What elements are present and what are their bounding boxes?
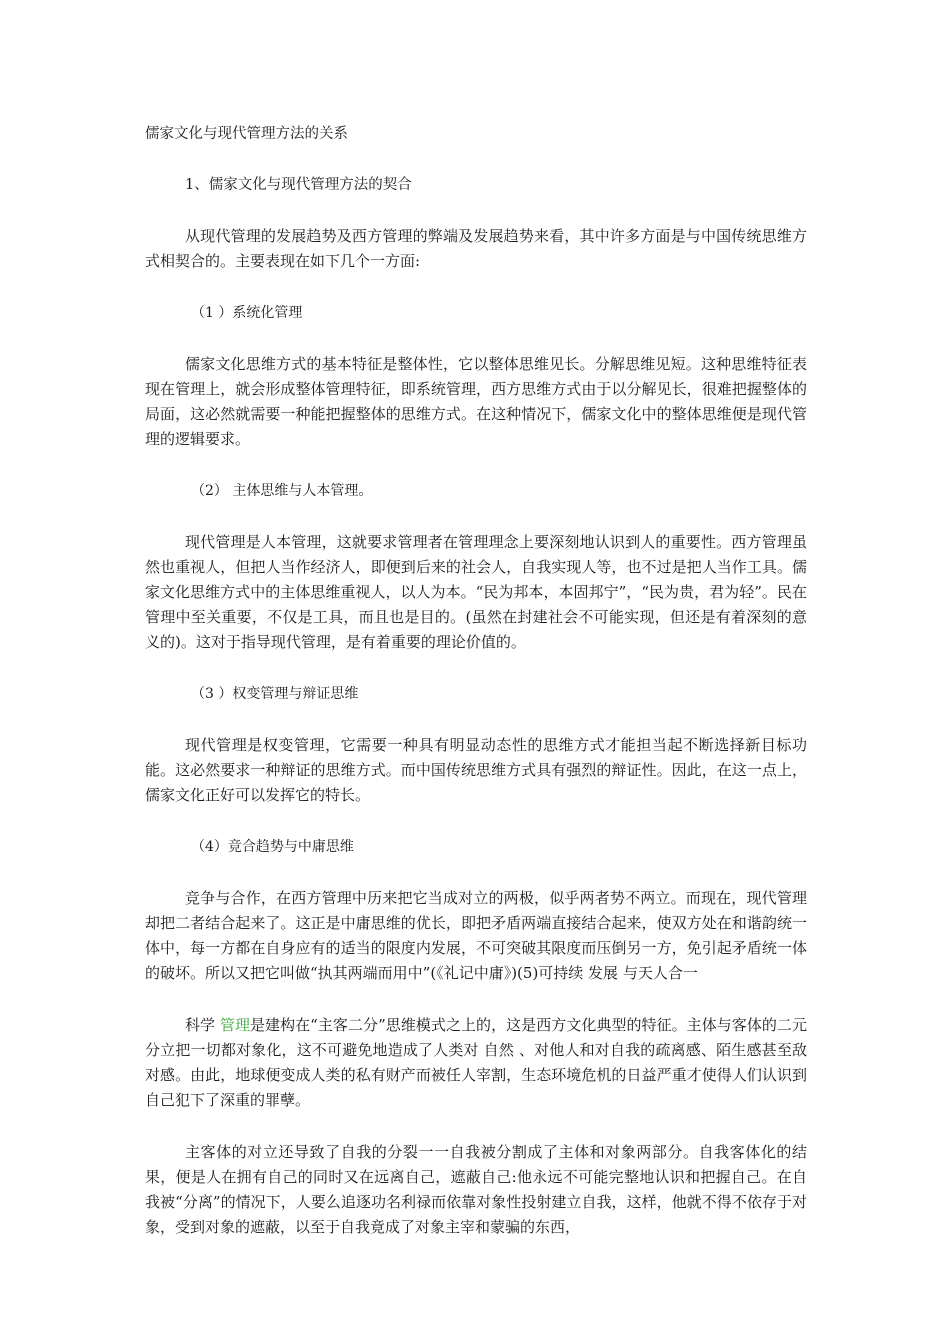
management-link[interactable]: 管理 (219, 1016, 250, 1034)
paragraph-3: 现代管理是权变管理，它需要一种具有明显动态性的思维方式才能担当起不断选择新目标功能。这必然要求一种辩证的思维方式。而中国传统思维方式具有强烈的辩证性。因此，在这一点上，儒家文化正好可以发挥它的特长。 (145, 736, 807, 804)
document-title: 儒家文化与现代管理方法的关系 (145, 126, 348, 142)
document-body (145, 122, 807, 1267)
paragraph-5-lead: 科学 (185, 1016, 220, 1034)
section-heading-1: 1、儒家文化与现代管理方法的契合 (185, 177, 412, 193)
paragraph-2: 现代管理是人本管理，这就要求管理者在管理理念上要深刻地认识到人的重要性。西方管理虽然也重视人，但把人当作经济人，即便到后来的社会人，自我实现人等，也不过是把人当作工具。儒家文化思维方式中的主体思维重视人，以人为本。“民为邦本，本固邦宁”，“民为贵，君为轻”。民在管理中至关重要，不仅是工具，而且也是目的。(虽然在封建社会不可能实现，但还是有着深刻的意义的)。这对于指导现代管理，是有着重要的理论价值的。 (145, 533, 807, 651)
intro-paragraph: 从现代管理的发展趋势及西方管理的弊端及发展趋势来看，其中许多方面是与中国传统思维方式相契合的。主要表现在如下几个一方面: (145, 227, 807, 270)
paragraph-5-rest: 是建构在“主客二分”思维模式之上的，这是西方文化典型的特征。主体与客体的二元分立把一切都对象化，这不可避免地造成了人类对 自然 、对他人和对自我的疏离感、陌生感甚至敌对感。由此，地球便变成人类的私有财产而被任人宰割，生态环境危机的日益严重才使得人们认识到自己犯下了深重的罪孽。 (145, 1016, 807, 1109)
sub-heading-3: （3 ）权变管理与辩证思维 (191, 686, 359, 702)
paragraph-5 (145, 1013, 807, 1113)
paragraph-4: 竞争与合作，在西方管理中历来把它当成对立的两极，似乎两者势不两立。而现在，现代管理却把二者结合起来了。这正是中庸思维的优长，即把矛盾两端直接结合起来，使双方处在和谐韵统一体中，每一方都在自身应有的适当的限度内发展，不可突破其限度而压倒另一方，免引起矛盾统一体的破坏。所以又把它叫做“执其两端而用中”(《礼记中庸》)(5)可持续 发展 与天人合一 (145, 889, 807, 982)
paragraph-6: 主客体的对立还导致了自我的分裂一一自我被分割成了主体和对象两部分。自我客体化的结果，便是人在拥有自己的同时又在远离自己，遮蔽自己:他永远不可能完整地认识和把握自己。在自我被“分离”的情况下，人要么追逐功名利禄而依靠对象性投射建立自我，这样，他就不得不依存于对象，受到对象的遮蔽，以至于自我竟成了对象主宰和蒙骗的东西， (145, 1143, 807, 1236)
sub-heading-4: （4）竞合趋势与中庸思维 (191, 839, 354, 855)
sub-heading-2: （2） 主体思维与人本管理。 (191, 483, 373, 499)
paragraph-1: 儒家文化思维方式的基本特征是整体性，它以整体思维见长。分解思维见短。这种思维特征表现在管理上，就会形成整体管理特征，即系统管理，西方思维方式由于以分解见长，很难把握整体的局面，这必然就需要一种能把握整体的思维方式。在这种情况下，儒家文化中的整体思维便是现代管理的逻辑要求。 (145, 355, 807, 448)
sub-heading-1: （1 ）系统化管理 (191, 305, 303, 321)
